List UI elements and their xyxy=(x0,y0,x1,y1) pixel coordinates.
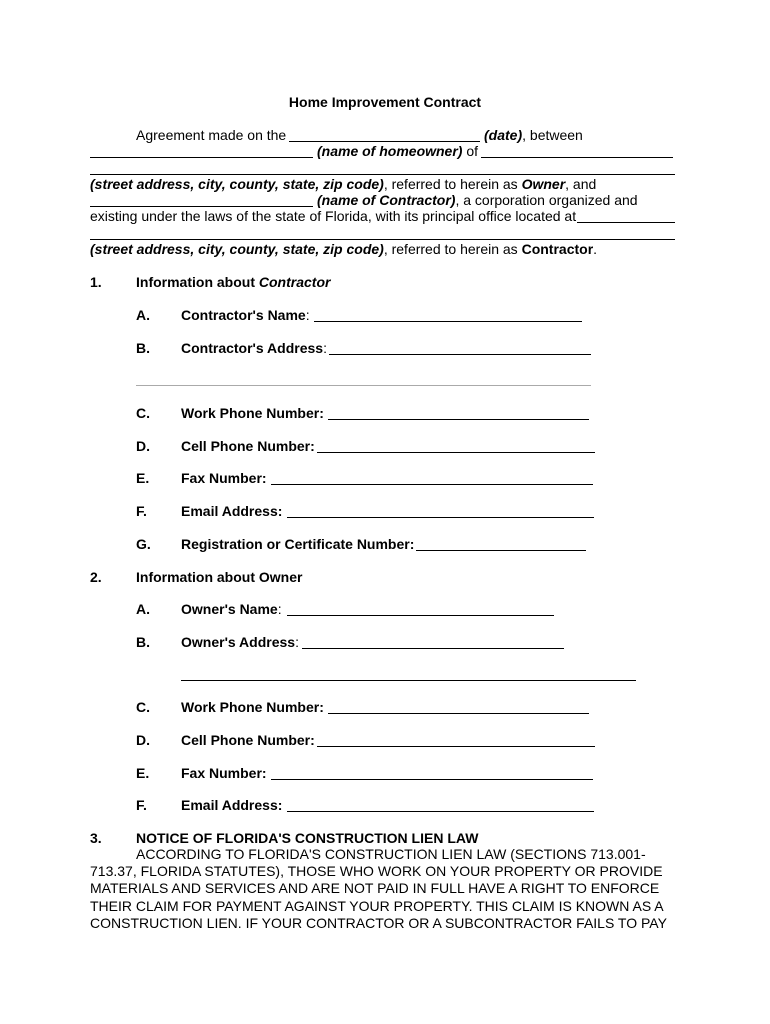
s2-cell-phone-label: Cell Phone Number: xyxy=(181,732,315,748)
section1-heading: Information about Contractor xyxy=(136,274,331,290)
s2-letter-d: D. xyxy=(136,732,150,748)
homeowner-address-blank[interactable] xyxy=(90,174,675,175)
principal-office-blank[interactable] xyxy=(577,222,675,223)
existing-text: existing under the laws of the state of Florida, with its principal office located at xyxy=(90,208,577,224)
date-blank[interactable] xyxy=(289,141,480,142)
s2-owner-address-label: Owner's Address: xyxy=(181,634,299,650)
s1-contractor-address-blank-2[interactable] xyxy=(136,385,591,386)
s1-registration-blank[interactable] xyxy=(416,550,586,551)
s1-email-label: Email Address: xyxy=(181,503,283,519)
agreement-text: Agreement made on the xyxy=(136,127,287,143)
s1-letter-f: F. xyxy=(136,503,147,519)
s1-cell-phone-blank[interactable] xyxy=(317,452,595,453)
s2-owner-address-blank-2[interactable] xyxy=(181,680,636,681)
s1-letter-a: A. xyxy=(136,307,150,323)
s1-contractor-address-blank[interactable] xyxy=(329,354,591,355)
s2-work-phone-label: Work Phone Number: xyxy=(181,699,324,715)
s2-fax-blank[interactable] xyxy=(271,779,593,780)
s1-contractor-address-label: Contractor's Address: xyxy=(181,340,327,356)
s1-letter-e: E. xyxy=(136,470,150,486)
s2-owner-name-blank[interactable] xyxy=(287,615,554,616)
s2-letter-e: E. xyxy=(136,765,150,781)
s1-work-phone-blank[interactable] xyxy=(328,419,589,420)
homeowner-of-blank[interactable] xyxy=(481,157,673,158)
owner-referral-text: (street address, city, county, state, zip code), referred to herein as Owner, and xyxy=(90,176,597,192)
s1-fax-label: Fax Number: xyxy=(181,470,267,486)
s2-owner-address-blank[interactable] xyxy=(302,648,564,649)
s2-letter-f: F. xyxy=(136,797,147,813)
s1-contractor-name-label: Contractor's Name: xyxy=(181,307,310,323)
s2-letter-c: C. xyxy=(136,699,150,715)
lien-law-notice: ACCORDING TO FLORIDA'S CONSTRUCTION LIEN LAW (SECTIONS 713.001-713.37, FLORIDA STATUTES), THOSE WHO WORK ON YOUR PROPERTY OR PROVIDE MATERIALS AND SERVICES AND ARE NOT PAID IN FULL HAVE A RIGHT TO ENFORCE THEIR CLAIM FOR PAYMENT AGAINST YOUR PROPERTY. THIS CLAIM IS KNOWN AS A CONSTRUCTION LIEN. IF YOUR CONTRACTOR OR A SUBCONTRACTOR FAILS TO PAY xyxy=(90,846,667,931)
s1-fax-blank[interactable] xyxy=(271,484,593,485)
homeowner-label: (name of homeowner) of xyxy=(317,143,479,159)
s2-email-blank[interactable] xyxy=(287,811,594,812)
section1-number: 1. xyxy=(90,274,102,290)
section3-heading: NOTICE OF FLORIDA'S CONSTRUCTION LIEN LAW xyxy=(136,830,479,846)
contractor-referral-text: (street address, city, county, state, zip code), referred to herein as Contractor. xyxy=(90,241,598,257)
s2-letter-a: A. xyxy=(136,601,150,617)
s1-contractor-name-blank[interactable] xyxy=(314,321,582,322)
s1-letter-g: G. xyxy=(136,536,151,552)
date-label: (date), between xyxy=(484,127,583,143)
s1-registration-label: Registration or Certificate Number: xyxy=(181,536,415,552)
section2-number: 2. xyxy=(90,569,102,585)
contractor-address-blank[interactable] xyxy=(90,239,675,240)
s1-letter-c: C. xyxy=(136,405,150,421)
section3-number: 3. xyxy=(90,830,102,846)
page-title: Home Improvement Contract xyxy=(288,94,482,110)
s2-work-phone-blank[interactable] xyxy=(328,713,589,714)
homeowner-name-blank[interactable] xyxy=(90,157,313,158)
s2-fax-label: Fax Number: xyxy=(181,765,267,781)
s1-work-phone-label: Work Phone Number: xyxy=(181,405,324,421)
contractor-label: (name of Contractor), a corporation organized and xyxy=(317,192,638,208)
section2-heading: Information about Owner xyxy=(136,569,303,585)
s2-letter-b: B. xyxy=(136,634,150,650)
s2-cell-phone-blank[interactable] xyxy=(317,746,595,747)
contractor-name-blank[interactable] xyxy=(90,206,313,207)
s2-email-label: Email Address: xyxy=(181,797,283,813)
s1-letter-b: B. xyxy=(136,340,150,356)
s1-email-blank[interactable] xyxy=(287,517,594,518)
s1-cell-phone-label: Cell Phone Number: xyxy=(181,438,315,454)
s1-letter-d: D. xyxy=(136,438,150,454)
s2-owner-name-label: Owner's Name: xyxy=(181,601,282,617)
